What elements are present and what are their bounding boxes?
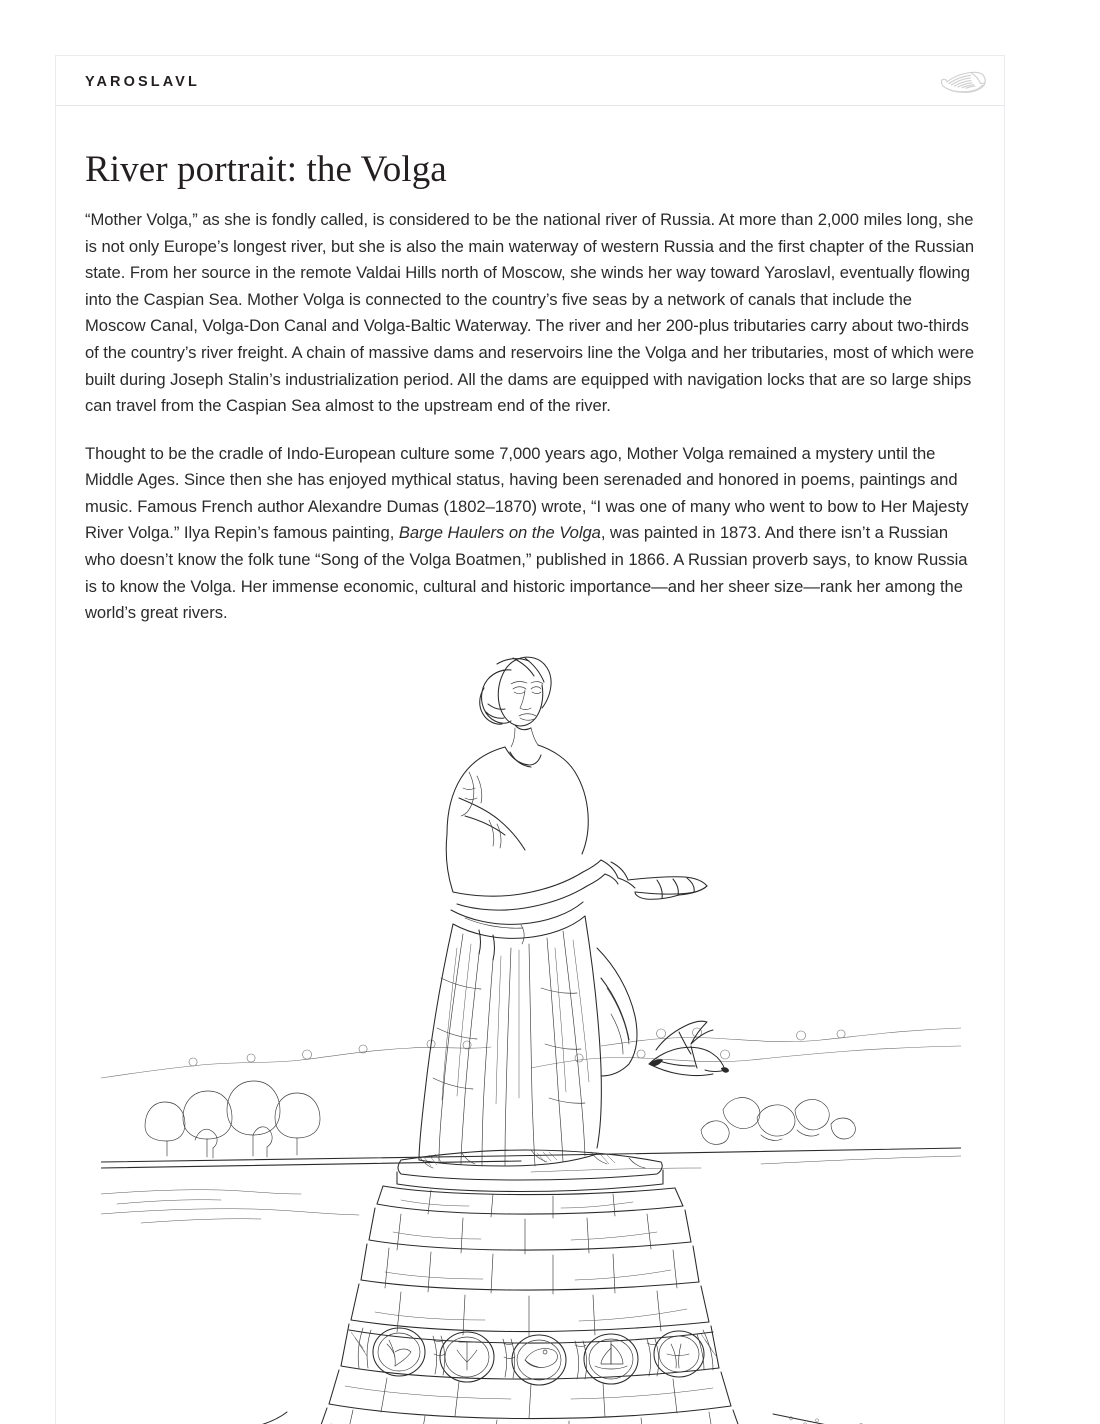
shrub-cluster-right — [701, 1097, 855, 1144]
text-run: , was painted in 1873. And there isn’t a Russian who doesn’t know the folk tune “Song of the Volga Boatmen,” published in 1866. A Russian proverb says, to know Russia is to know the Volga. Her immense economic, cultural and historic importance—and her sheer size—rank her among the world’s great rivers. — [85, 523, 968, 623]
paragraph-1 — [85, 207, 976, 420]
text-run: “Mother Volga,” as she is fondly called, is considered to be the national river of Russia. At more than 2,000 miles long, she is not only Europe’s longest river, but she is also the main waterway of western Russia and the first chapter of the Russian state. From her source in the remote Valdai Hills north of Moscow, she winds her way toward Yaroslavl, eventually flowing into the Caspian Sea. Mother Volga is connected to the country’s five seas by a network of canals that include the Moscow Canal, Volga-Don Canal and Volga-Baltic Waterway. The river and her 200-plus tributaries carry about two-thirds of the country’s river freight. A chain of massive dams and reservoirs line the Volga and her tributaries, most of which were built during Joseph Stalin’s industrialization period. All the dams are equipped with navigation locks that are so large ships can travel from the Caspian Sea almost to the upstream end of the river. — [85, 209, 975, 416]
shrub-cluster-left — [145, 1081, 320, 1158]
statue-head — [479, 657, 550, 747]
statue-shoulder-ornament — [461, 772, 501, 848]
statue-torso — [446, 745, 707, 960]
running-header — [56, 56, 1004, 106]
document-page — [55, 55, 1005, 1424]
running-header-kicker: YAROSLAVL — [85, 74, 200, 90]
article-body — [56, 150, 1004, 1424]
foreground-speckle — [785, 1417, 862, 1424]
mother-volga-statue-illustration — [85, 648, 976, 1424]
italic-title: Barge Haulers on the Volga — [398, 523, 601, 543]
seagull-icon — [649, 1021, 729, 1075]
statue-drapery-folds — [433, 931, 585, 1166]
pedestal-frieze — [341, 1324, 719, 1385]
pedestal-cap — [397, 1150, 663, 1192]
statue-skirt — [419, 916, 637, 1166]
text-run: Thought to be the cradle of Indo-European culture some 7,000 years ago, Mother Volga remained a mystery until the Middle Ages. Since then she has enjoyed mythical status, having been serenaded and honored in poems, paintings and music. Famous French author Alexandre Dumas (1802–1870) wrote, “I was one of many who went to bow to Her Majesty River Volga.” Ilya Repin’s famous painting, — [85, 443, 969, 543]
frieze-medallions — [373, 1328, 704, 1385]
pedestal-upper — [351, 1186, 709, 1336]
paragraph-2 — [85, 441, 976, 627]
page-title: River portrait: the Volga — [85, 149, 447, 190]
viking-longship-icon — [935, 62, 991, 102]
